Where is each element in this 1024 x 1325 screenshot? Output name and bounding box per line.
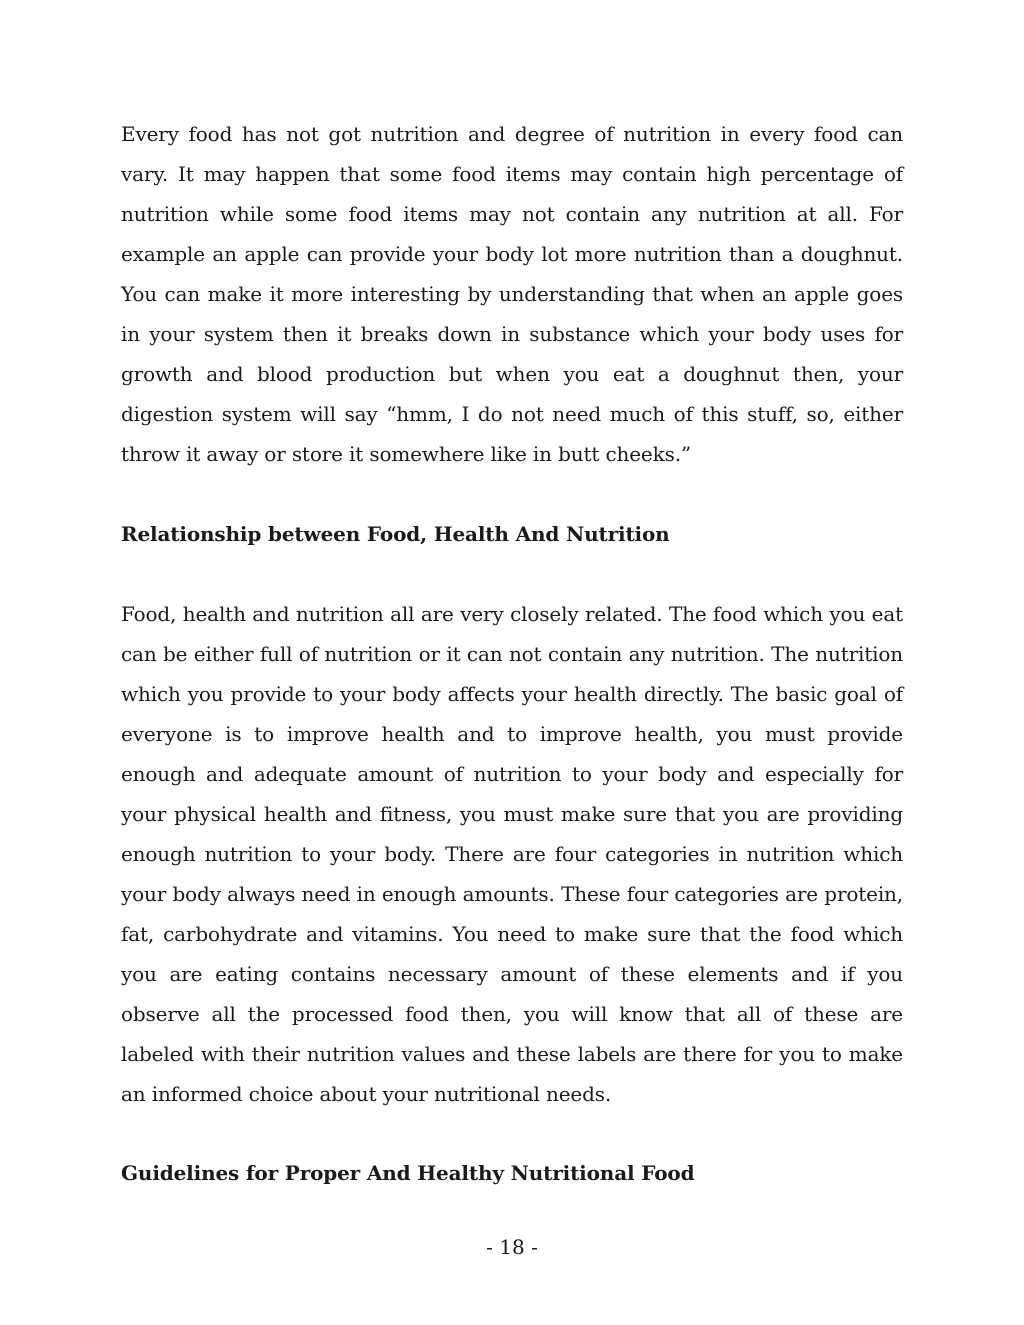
section-heading-relationship: Relationship between Food, Health And Nutrition — [121, 522, 670, 546]
body-paragraph-relationship: Food, health and nutrition all are very closely related. The food which you eat can be either full of nutrition or it can not contain any nutrition. The nutrition which you provide to your body affects your health directly. The basic goal of everyone is to improve health and to improve health, you must provide enough and adequate amount of nutrition to your body and especially for your physical health and fitness, you must make sure that you are providing enough nutrition to your body. There are four categories in nutrition which your body always need in enough amounts. These four categories are protein, fat, carbohydrate and vitamins. You need to make sure that the food which you are eating contains necessary amount of these elements and if you observe all the processed food then, you will know that all of these are labeled with their nutrition values and these labels are there for you to make an informed choice about your nutritional needs. — [121, 602, 903, 1106]
body-paragraph-intro: Every food has not got nutrition and degree of nutrition in every food can vary. It may happen that some food items may contain high percentage of nutrition while some food items may not contain any nutrition at all. For example an apple can provide your body lot more nutrition than a doughnut. You can make it more interesting by understanding that when an apple goes in your system then it breaks down in substance which your body uses for growth and blood production but when you eat a doughnut then, your digestion system will say “hmm, I do not need much of this stuff, so, either throw it away or store it somewhere like in butt cheeks.” — [121, 122, 903, 466]
page-number: - 18 - — [486, 1235, 538, 1259]
section-heading-guidelines: Guidelines for Proper And Healthy Nutritional Food — [121, 1161, 695, 1185]
